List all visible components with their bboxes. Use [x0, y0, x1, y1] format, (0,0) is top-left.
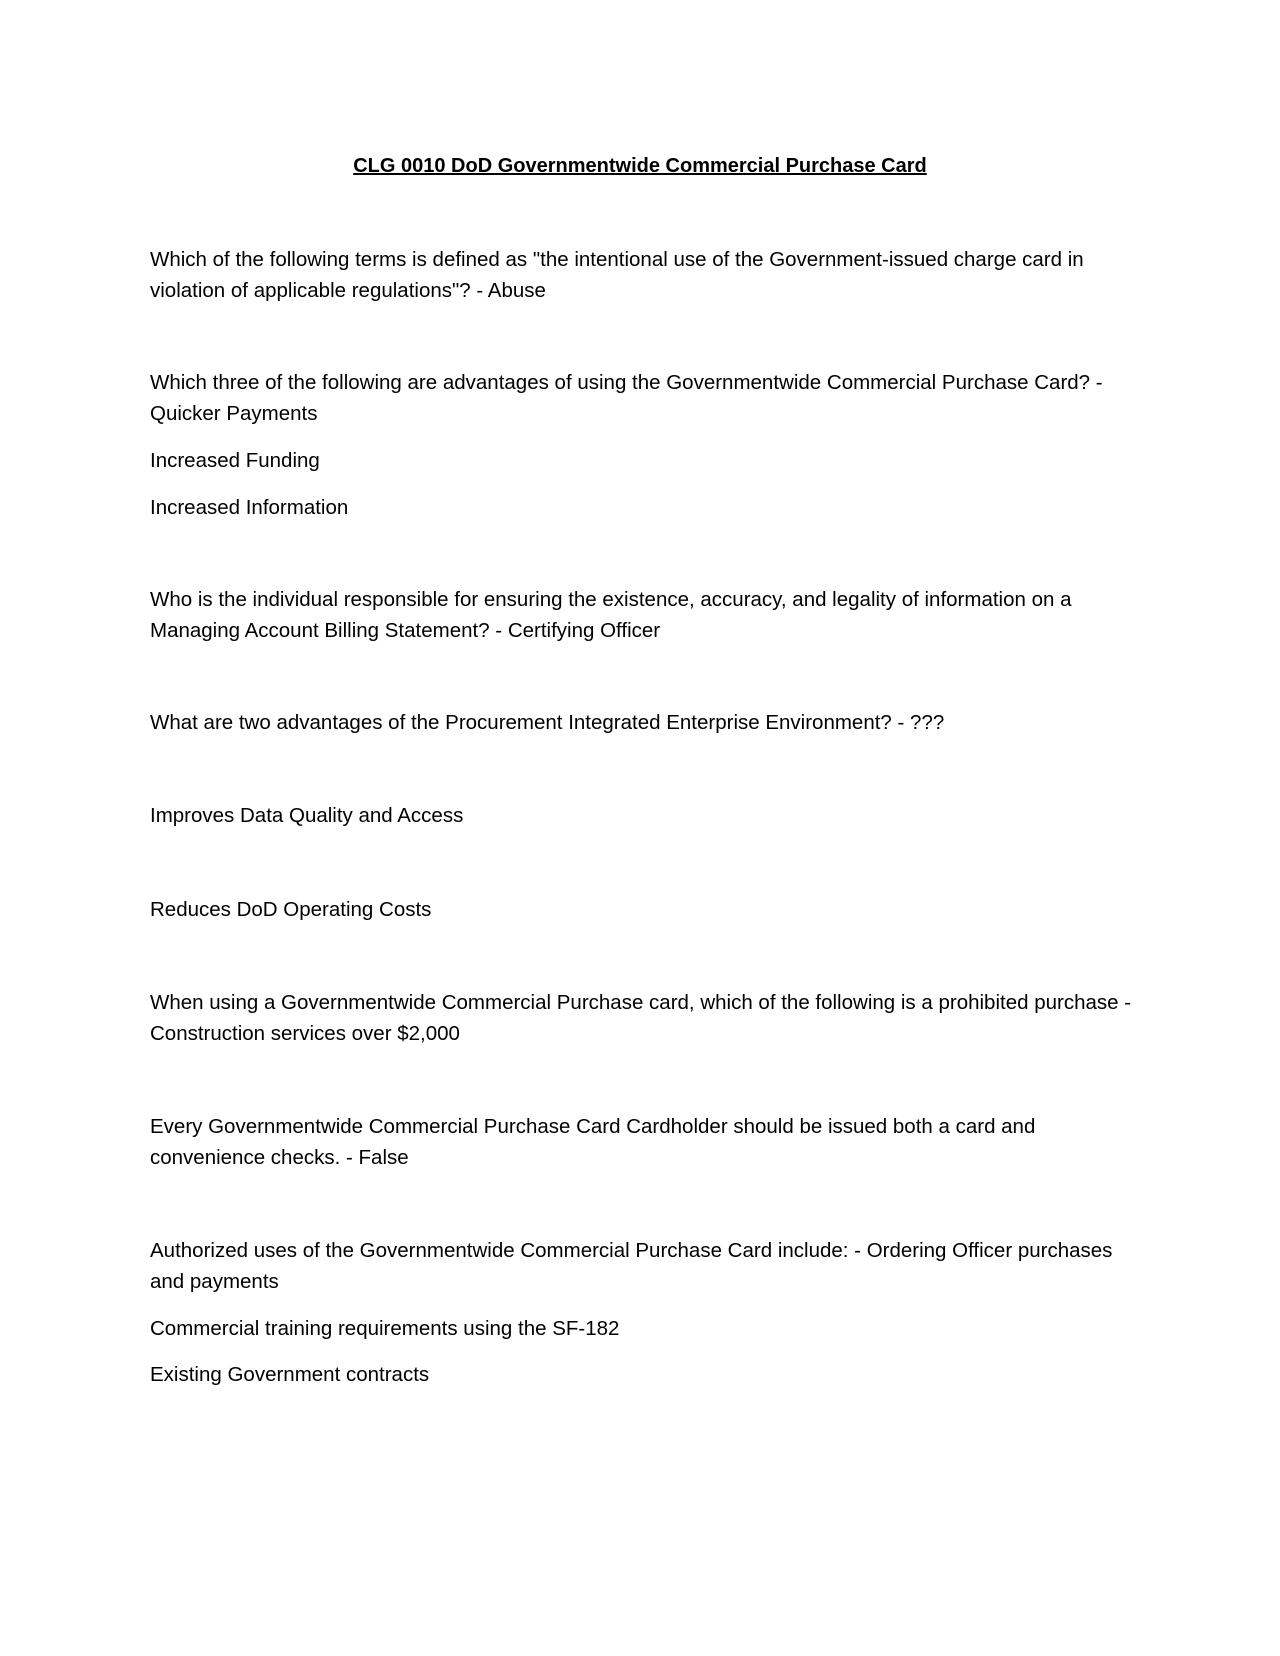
answer-existing-contracts: Existing Government contracts	[150, 1363, 430, 1386]
question-authorized-uses: Authorized uses of the Governmentwide Commercial Purchase Card include: - Ordering Officer purchases and payments	[150, 1239, 1113, 1293]
answer-increased-information: Increased Information	[150, 496, 349, 519]
question-certifying-officer: Who is the individual responsible for ensuring the existence, accuracy, and legality of information on a Managing Account Billing Statement? - Certifying Officer	[150, 588, 1072, 642]
question-piee-advantages: What are two advantages of the Procurement Integrated Enterprise Environment? - ???	[150, 711, 945, 734]
answer-operating-costs: Reduces DoD Operating Costs	[150, 898, 432, 921]
question-abuse: Which of the following terms is defined as "the intentional use of the Government-issued charge card in violation of applicable regulations"? - Abuse	[150, 248, 1084, 302]
question-convenience-checks: Every Governmentwide Commercial Purchase Card Cardholder should be issued both a card and convenience checks. - False	[150, 1115, 1036, 1169]
question-advantages: Which three of the following are advantages of using the Governmentwide Commercial Purchase Card? - Quicker Payments	[150, 371, 1103, 425]
question-prohibited-purchase: When using a Governmentwide Commercial Purchase card, which of the following is a prohibited purchase - Construction services over $2,000	[150, 991, 1132, 1045]
answer-commercial-training: Commercial training requirements using the SF-182	[150, 1317, 620, 1340]
document-title: CLG 0010 DoD Governmentwide Commercial Purchase Card	[353, 155, 927, 177]
answer-data-quality: Improves Data Quality and Access	[150, 804, 464, 827]
answer-increased-funding: Increased Funding	[150, 449, 320, 472]
